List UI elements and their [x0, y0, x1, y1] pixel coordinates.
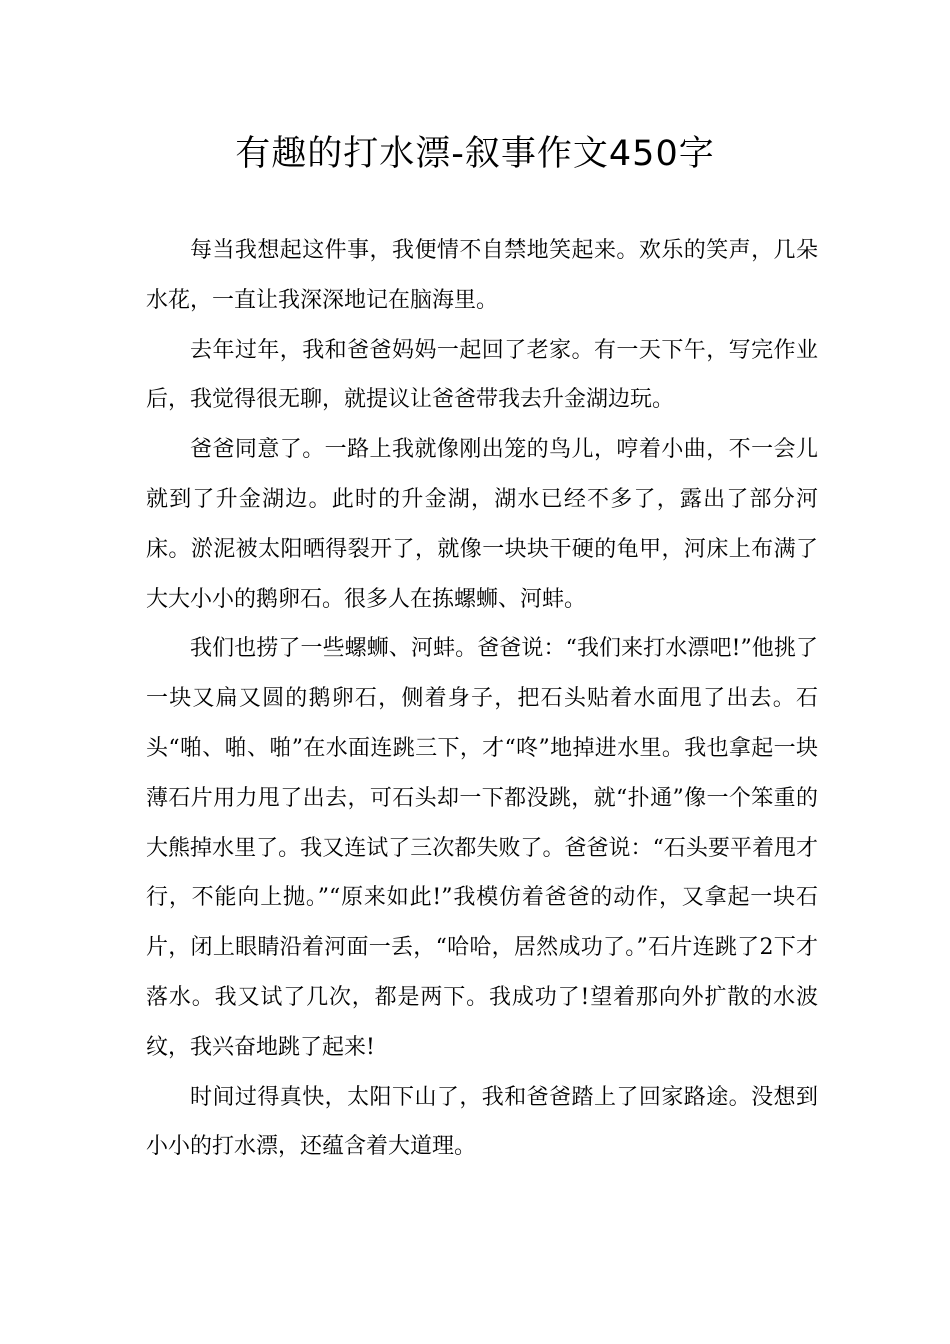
paragraph: 每当我想起这件事，我便情不自禁地笑起来。欢乐的笑声，几朵水花，一直让我深深地记在脑海里。	[146, 238, 818, 313]
paragraph: 时间过得真快，太阳下山了，我和爸爸踏上了回家路途。没想到小小的打水漂，还蕴含着大道理。	[146, 1084, 818, 1160]
document-body	[146, 226, 818, 1172]
paragraph: 我们也捞了一些螺蛳、河蚌。爸爸说：“我们来打水漂吧!”他挑了一块又扁又圆的鹅卵石，侧着身子，把石头贴着水面甩了出去。石头“啪、啪、啪”在水面连跳三下，才“咚”地掉进水里。我也拿起一块薄石片用力甩了出去，可石头却一下都没跳，就“扑通”像一个笨重的大熊掉水里了。我又连试了三次都失败了。爸爸说：“石头要平着甩才行，不能向上抛。”“原来如此!”我模仿着爸爸的动作，又拿起一块石片，闭上眼睛沿着河面一丢，“哈哈，居然成功了。”石片连跳了2下才落水。我又试了几次，都是两下。我成功了!望着那向外扩散的水波纹，我兴奋地跳了起来!	[146, 636, 818, 1060]
paragraph: 爸爸同意了。一路上我就像刚出笼的鸟儿，哼着小曲，不一会儿就到了升金湖边。此时的升金湖，湖水已经不多了，露出了部分河床。淤泥被太阳晒得裂开了，就像一块块干硬的龟甲，河床上布满了大大小小的鹅卵石。很多人在拣螺蛳、河蚌。	[146, 437, 818, 612]
document-title: 有趣的打水漂-叙事作文450字	[235, 134, 715, 174]
paragraph: 去年过年，我和爸爸妈妈一起回了老家。有一天下午，写完作业后，我觉得很无聊，就提议让爸爸带我去升金湖边玩。	[146, 337, 818, 413]
